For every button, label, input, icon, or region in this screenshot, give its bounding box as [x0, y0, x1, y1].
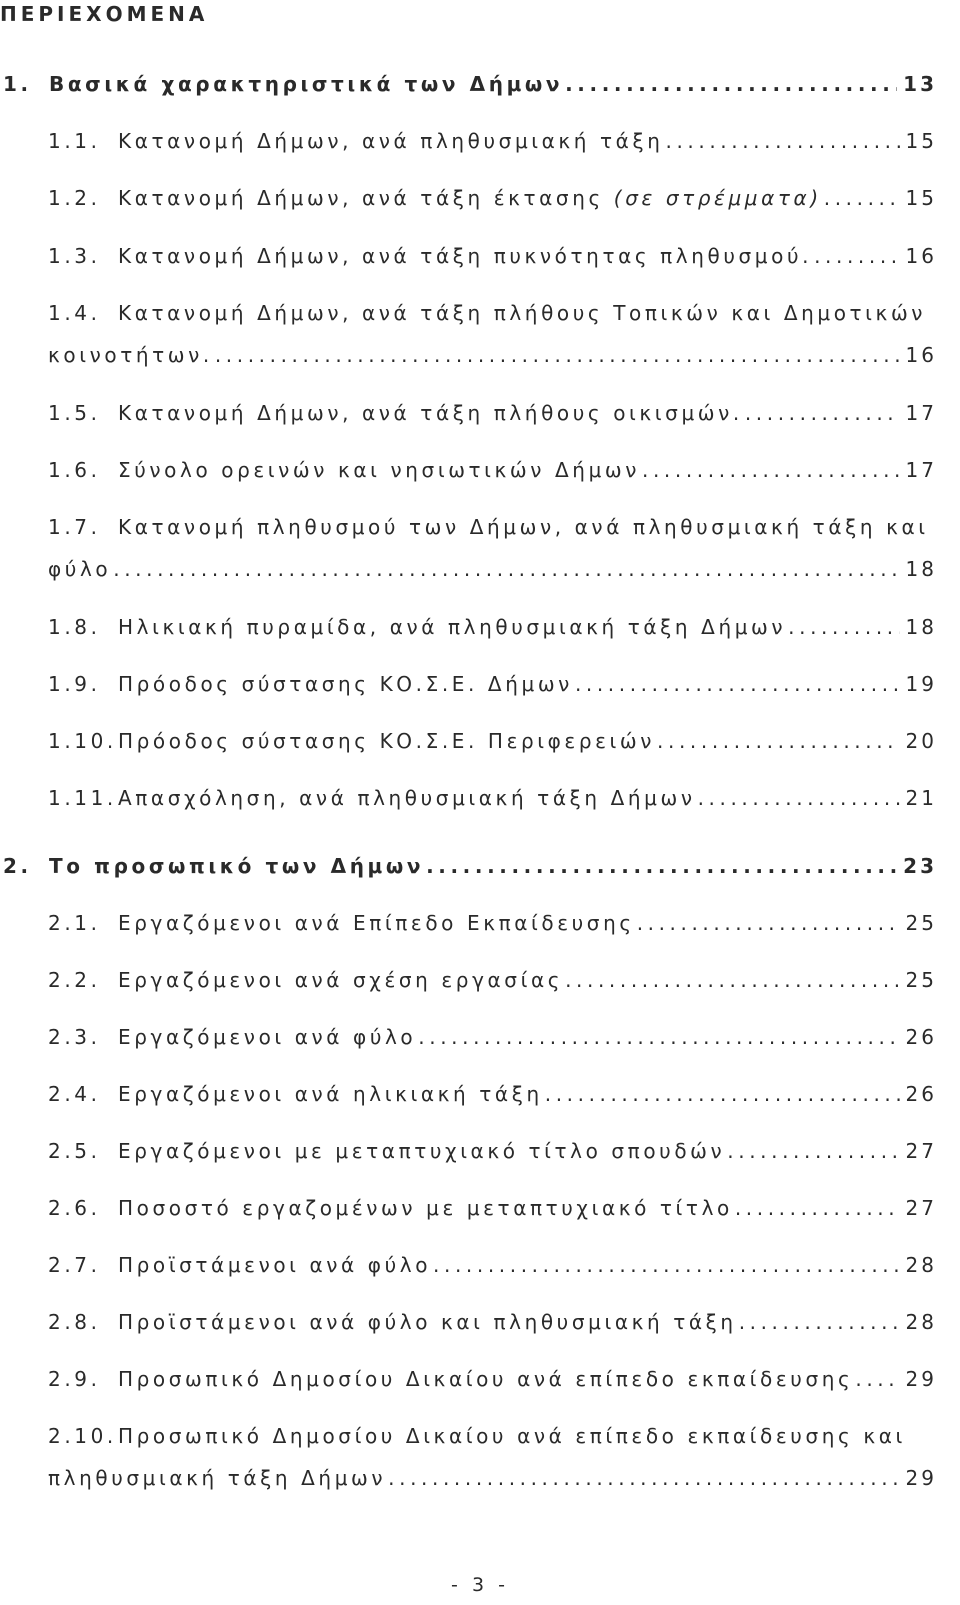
entry-title: Ποσοστό εργαζομένων με μεταπτυχιακό τίτλο — [118, 1196, 733, 1220]
entry-number: 1.2. — [48, 186, 101, 210]
entry-number: 1.10. — [48, 729, 117, 753]
entry-title: Προϊστάμενοι ανά φύλο και πληθυσμιακή τάξη — [118, 1310, 737, 1334]
dot-leader — [565, 71, 897, 97]
entry-page: 23 — [903, 854, 937, 878]
dot-leader — [855, 1366, 899, 1392]
entry-page: 19 — [905, 672, 937, 696]
entry-number: 2.6. — [48, 1196, 101, 1220]
dot-leader — [565, 967, 899, 993]
dot-leader — [814, 243, 899, 269]
toc-entry[interactable] — [0, 910, 937, 936]
entry-title: Εργαζόμενοι ανά σχέση εργασίας — [118, 968, 564, 992]
entry-title: Κατανομή Δήμων, ανά τάξη πλήθους οικισμών. — [118, 401, 743, 425]
entry-page: 28 — [905, 1253, 937, 1277]
entry-number: 2.5. — [48, 1139, 101, 1163]
entry-page: 18 — [905, 557, 937, 581]
entry-title: Κατανομή Δήμων, ανά τάξη πλήθους Τοπικών και Δημοτικών — [118, 301, 927, 325]
entry-number: 2.10. — [48, 1424, 117, 1448]
dot-leader — [388, 1465, 899, 1491]
toc-entry[interactable] — [0, 967, 937, 993]
dot-leader — [735, 1195, 900, 1221]
dot-leader — [739, 1309, 900, 1335]
dot-leader — [642, 457, 900, 483]
entry-title: Ηλικιακή πυραμίδα, ανά πληθυσμιακή τάξη Δήμων — [118, 615, 787, 639]
entry-title: Το προσωπικό των Δήμων — [49, 854, 425, 878]
entry-number: 2.8. — [48, 1310, 101, 1334]
entry-number: 2.4. — [48, 1082, 101, 1106]
entry-title: Απασχόληση, ανά πληθυσμιακή τάξη Δήμων — [118, 786, 696, 810]
entry-number: 2. — [3, 854, 32, 878]
entry-title: Πρόοδος σύστασης ΚΟ.Σ.Ε. Περιφερειών — [118, 729, 656, 753]
entry-title: Κατανομή Δήμων, ανά πληθυσμιακή τάξη — [118, 129, 664, 153]
toc-entry[interactable] — [0, 614, 937, 640]
entry-page: 25 — [905, 968, 937, 992]
entry-number: 1.11. — [48, 786, 117, 810]
dot-leader — [657, 728, 900, 754]
entry-page: 25 — [905, 911, 937, 935]
entry-title: Εργαζόμενοι ανά φύλο — [118, 1025, 417, 1049]
entry-title: Κατανομή πληθυσμού των Δήμων, ανά πληθυσμιακή τάξη και — [118, 515, 929, 539]
toc-entry[interactable] — [0, 1309, 937, 1335]
entry-page: 18 — [905, 615, 937, 639]
dot-leader — [824, 185, 900, 211]
entry-number: 1.7. — [48, 515, 101, 539]
entry-number: 1.8. — [48, 615, 101, 639]
entry-number: 2.1. — [48, 911, 101, 935]
entry-number: 2.2. — [48, 968, 101, 992]
entry-page: 15 — [905, 186, 937, 210]
dot-leader — [418, 1024, 899, 1050]
entry-number: 1.1. — [48, 129, 101, 153]
dot-leader — [727, 1138, 899, 1164]
entry-title-italic: (σε στρέμματα) — [613, 186, 822, 210]
entry-page: 29 — [905, 1367, 937, 1391]
entry-title: Εργαζόμενοι με μεταπτυχιακό τίτλο σπουδών — [118, 1139, 726, 1163]
dot-leader — [426, 853, 897, 879]
entry-page: 28 — [905, 1310, 937, 1334]
entry-page: 21 — [905, 786, 937, 810]
toc-entry[interactable] — [0, 728, 937, 754]
entry-page: 16 — [905, 244, 937, 268]
toc-entry[interactable] — [0, 1138, 937, 1164]
entry-number: 1.9. — [48, 672, 101, 696]
toc-entry[interactable] — [0, 1252, 937, 1278]
entry-number: 1.3. — [48, 244, 101, 268]
entry-number: 1.6. — [48, 458, 101, 482]
entry-page: 15 — [905, 129, 937, 153]
entry-title: Σύνολο ορεινών και νησιωτικών Δήμων — [118, 458, 641, 482]
dot-leader — [113, 556, 899, 582]
toc-entry[interactable] — [0, 185, 937, 211]
entry-title: Προσωπικό Δημοσίου Δικαίου ανά επίπεδο εκπαίδευσης και — [118, 1424, 906, 1448]
toc-entry[interactable] — [0, 1366, 937, 1392]
entry-page: 26 — [905, 1025, 937, 1049]
entry-title: Πρόοδος σύστασης ΚΟ.Σ.Ε. Δήμων — [118, 672, 573, 696]
entry-title: Κατανομή Δήμων, ανά τάξη πυκνότητας πληθυσμού. — [118, 244, 813, 268]
dot-leader — [788, 614, 899, 640]
toc-entry[interactable] — [0, 1081, 937, 1107]
entry-title: Εργαζόμενοι ανά Επίπεδο Εκπαίδευσης — [118, 911, 635, 935]
toc-entry[interactable] — [0, 300, 937, 368]
dot-leader — [698, 785, 900, 811]
entry-title-continued: πληθυσμιακή τάξη Δήμων — [48, 1466, 387, 1490]
toc-entry[interactable] — [0, 1024, 937, 1050]
entry-title: Εργαζόμενοι ανά ηλικιακή τάξη — [118, 1082, 543, 1106]
toc-entry[interactable] — [0, 671, 937, 697]
entry-number: 2.3. — [48, 1025, 101, 1049]
toc-entry[interactable] — [0, 785, 937, 811]
toc-entry[interactable] — [0, 71, 937, 97]
entry-page: 27 — [905, 1196, 937, 1220]
entry-page: 27 — [905, 1139, 937, 1163]
entry-title: Προϊστάμενοι ανά φύλο — [118, 1253, 432, 1277]
toc-entry[interactable] — [0, 853, 937, 879]
page-number: - 3 - — [451, 1574, 509, 1596]
toc-entry[interactable] — [0, 514, 937, 582]
dot-leader — [545, 1081, 900, 1107]
entry-page: 20 — [905, 729, 937, 753]
entry-page: 17 — [905, 401, 937, 425]
entry-title: Βασικά χαρακτηριστικά των Δήμων — [49, 72, 564, 96]
entry-page: 17 — [905, 458, 937, 482]
entry-number: 1.4. — [48, 301, 101, 325]
toc-entry[interactable] — [0, 400, 937, 426]
entry-title: Προσωπικό Δημοσίου Δικαίου ανά επίπεδο εκπαίδευσης — [118, 1367, 854, 1391]
entry-number: 1. — [3, 72, 32, 96]
dot-leader — [215, 342, 900, 368]
toc-entry[interactable] — [0, 457, 937, 483]
entry-page: 13 — [903, 72, 937, 96]
toc-entry[interactable] — [0, 1423, 937, 1491]
toc-entry[interactable] — [0, 243, 937, 269]
entry-number: 2.9. — [48, 1367, 101, 1391]
dot-leader — [745, 400, 900, 426]
entry-page: 29 — [905, 1466, 937, 1490]
toc-title: ΠΕΡΙΕΧΟΜΕΝΑ — [0, 2, 209, 26]
dot-leader — [575, 671, 900, 697]
toc-entry[interactable] — [0, 1195, 937, 1221]
entry-number: 1.5. — [48, 401, 101, 425]
dot-leader — [637, 910, 900, 936]
entry-title-continued: κοινοτήτων. — [48, 343, 213, 367]
entry-page: 16 — [905, 343, 937, 367]
dot-leader — [433, 1252, 900, 1278]
entry-number: 2.7. — [48, 1253, 101, 1277]
entry-page: 26 — [905, 1082, 937, 1106]
toc-entry[interactable] — [0, 128, 937, 154]
entry-title-continued: φύλο — [48, 557, 112, 581]
dot-leader — [666, 128, 900, 154]
entry-title: Κατανομή Δήμων, ανά τάξη έκτασης (σε στρέμματα) — [118, 186, 822, 210]
